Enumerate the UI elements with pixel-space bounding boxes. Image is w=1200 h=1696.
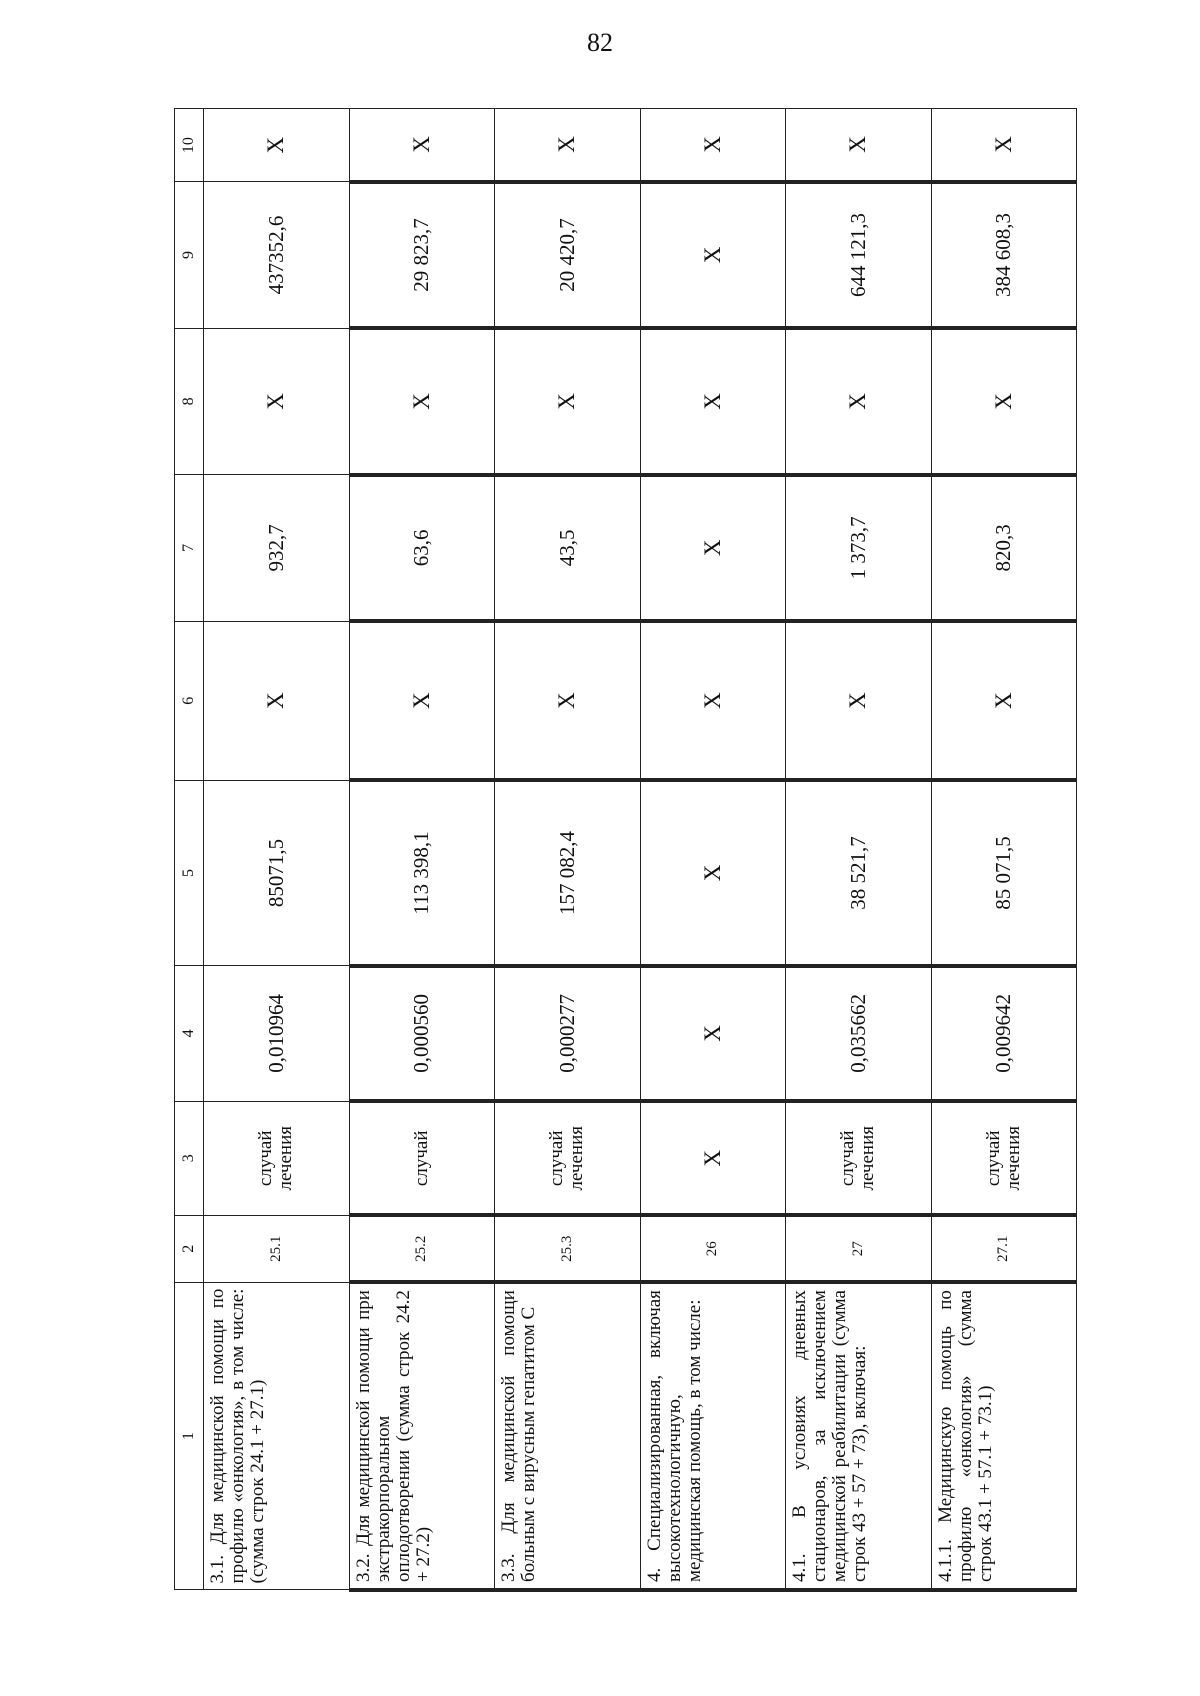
cell-col9: 384 608,3: [931, 182, 1077, 328]
cell-col9: 20 420,7: [495, 182, 641, 328]
cell-col6: X: [204, 621, 350, 780]
row-code: 27.1: [931, 1215, 1077, 1282]
cell-col7: 932,7: [204, 475, 350, 621]
cell-col5: 38 521,7: [786, 780, 932, 965]
cell-col10: X: [495, 109, 641, 182]
cell-col5: 113 398,1: [349, 780, 495, 965]
header-cell: 6: [175, 621, 204, 780]
table-row: [495, 109, 641, 1591]
cell-col4: 0,000277: [495, 966, 641, 1102]
cell-col5: X: [640, 780, 786, 965]
cell-col7: 63,6: [349, 475, 495, 621]
cell-col6: X: [495, 621, 641, 780]
header-cell: 5: [175, 780, 204, 965]
cell-col8: X: [204, 328, 350, 474]
cell-col6: X: [640, 621, 786, 780]
table-row: [786, 109, 932, 1591]
row-code: 25.3: [495, 1215, 641, 1282]
cell-col5: 157 082,4: [495, 780, 641, 965]
cell-col9: X: [640, 182, 786, 328]
row-code: 26: [640, 1215, 786, 1282]
header-cell: 10: [175, 109, 204, 182]
page-number: 82: [587, 28, 613, 57]
cell-col4: 0,000560: [349, 966, 495, 1102]
row-name: 4. Специализированная, включая высокотехнологичную, медицинская помощь, в том числе:: [640, 1282, 786, 1590]
cell-col5: 85071,5: [204, 780, 350, 965]
row-unit: случай лечения: [786, 1101, 932, 1215]
table-row: [349, 109, 495, 1591]
cell-col7: 1 373,7: [786, 475, 932, 621]
row-unit: случай лечения: [931, 1101, 1077, 1215]
cell-col7: X: [640, 475, 786, 621]
cell-col8: X: [640, 328, 786, 474]
table-row: [204, 109, 350, 1591]
cell-col6: X: [931, 621, 1077, 780]
rotated-table-container: [174, 108, 1077, 1592]
cell-col7: 820,3: [931, 475, 1077, 621]
cell-col7: 43,5: [495, 475, 641, 621]
cell-col4: 0,035662: [786, 966, 932, 1102]
cell-col10: X: [931, 109, 1077, 182]
cell-col10: X: [640, 109, 786, 182]
cell-col10: X: [786, 109, 932, 182]
cell-col8: X: [931, 328, 1077, 474]
row-name: 4.1.1. Медицинскую помощь по профилю «онкология» (сумма строк 43.1 + 57.1 + 73.1): [931, 1282, 1077, 1590]
header-cell: 7: [175, 475, 204, 621]
cell-col9: 29 823,7: [349, 182, 495, 328]
cell-col8: X: [349, 328, 495, 474]
row-unit: случай лечения: [204, 1101, 350, 1215]
header-cell: 4: [175, 966, 204, 1102]
cell-col5: 85 071,5: [931, 780, 1077, 965]
header-cell: 9: [175, 182, 204, 328]
cell-col8: X: [495, 328, 641, 474]
row-unit: случай: [349, 1101, 495, 1215]
row-code: 25.2: [349, 1215, 495, 1282]
table-row: [640, 109, 786, 1591]
cell-col4: 0,010964: [204, 966, 350, 1102]
row-name: 3.2. Для медицинской помощи при экстракорпоральном оплодотворении (сумма строк 24.2 + 27.2): [349, 1282, 495, 1590]
table-rotated-box: [174, 108, 1077, 1592]
row-code: 25.1: [204, 1215, 350, 1282]
row-unit: случай лечения: [495, 1101, 641, 1215]
header-cell: 8: [175, 328, 204, 474]
row-unit: X: [640, 1101, 786, 1215]
row-name: 3.3. Для медицинской помощи больным с вирусным гепатитом С: [495, 1282, 641, 1590]
header-cell: 2: [175, 1215, 204, 1282]
cell-col6: X: [349, 621, 495, 780]
row-name: 4.1. В условиях дневных стационаров, за исключением медицинской реабилитации (сумма строк 43 + 57 + 73), включая:: [786, 1282, 932, 1590]
row-name: 3.1. Для медицинской помощи по профилю «онкология», в том числе: (сумма строк 24.1 + 27.1): [204, 1282, 350, 1590]
header-cell: 1: [175, 1282, 204, 1590]
cell-col10: X: [349, 109, 495, 182]
cell-col4: X: [640, 966, 786, 1102]
header-row: [175, 109, 204, 1591]
row-code: 27: [786, 1215, 932, 1282]
cell-col6: X: [786, 621, 932, 780]
cell-col4: 0,009642: [931, 966, 1077, 1102]
cell-col8: X: [786, 328, 932, 474]
header-cell: 3: [175, 1101, 204, 1215]
table-row: [931, 109, 1077, 1591]
cell-col10: X: [204, 109, 350, 182]
cell-col9: 437352,6: [204, 182, 350, 328]
cell-col9: 644 121,3: [786, 182, 932, 328]
data-table: [174, 108, 1077, 1592]
